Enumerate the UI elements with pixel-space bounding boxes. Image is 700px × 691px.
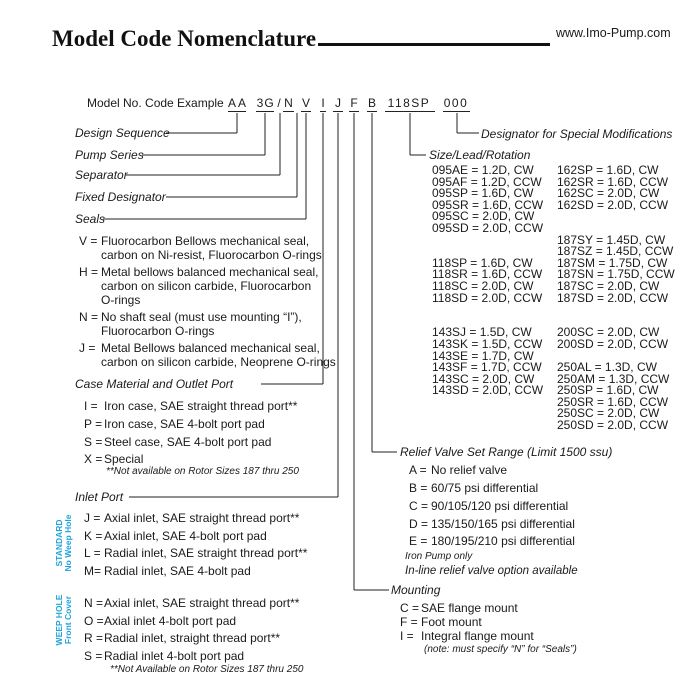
size-entry: 143SJ = 1.5D, CW — [432, 325, 532, 340]
size-entry: 095AE = 1.2D, CW — [432, 163, 534, 177]
seal-desc-line: carbon on Ni-resist, Fluorocarbon O-rings — [101, 248, 322, 262]
mounting-code: C = — [400, 601, 420, 615]
size-entry: 162SP = 1.6D, CW — [557, 163, 659, 177]
inlet-code: J = — [84, 511, 101, 525]
size-entry: 250SD = 2.0D, CCW — [557, 418, 669, 433]
seal-desc-line: carbon on silicon carbide, Neoprene O-rings — [101, 355, 336, 369]
mounting-code: I = — [400, 629, 414, 643]
standard-tab-subtitle: No Weep Hole — [63, 514, 73, 572]
case-code: X = — [84, 452, 103, 466]
inlet-desc: Axial inlet, SAE straight thread port** — [104, 511, 300, 525]
weep-hole-tab-label — [55, 590, 73, 650]
design-sequence-label: Design Sequence — [75, 126, 170, 140]
size-entry: 187SN = 1.75D, CCW — [557, 267, 675, 282]
mounting-label: Mounting — [391, 583, 441, 597]
relief-desc: No relief valve — [431, 463, 508, 477]
size-entry: 162SR = 1.6D, CCW — [557, 174, 669, 189]
inlet-code: S = — [84, 649, 103, 663]
size-entry: 162SC = 2.0D, CW — [557, 186, 660, 201]
relief-code: E = — [409, 534, 428, 548]
size-entry: 187SZ = 1.45D, CCW — [557, 244, 674, 259]
code-char-v: V — [301, 96, 310, 110]
weep-tab-title: WEEP HOLE — [54, 594, 64, 646]
size-entry: 118SP = 1.6D, CW — [432, 255, 533, 270]
seal-code-j: J = — [79, 341, 96, 355]
code-char-g: G — [264, 96, 274, 110]
inlet-code: L = — [84, 546, 101, 560]
inlet-code: N = — [84, 596, 104, 610]
relief-code: D = — [409, 517, 429, 531]
size-entry: 187SD = 2.0D, CCW — [557, 290, 669, 305]
mounting-code: F = — [400, 615, 418, 629]
seal-desc-line: Metal bellows balanced mechanical seal, — [101, 265, 319, 279]
relief-desc: 90/105/120 psi differential — [431, 499, 569, 513]
case-desc: Iron case, SAE straight thread port** — [104, 399, 298, 413]
seal-desc-line: Fluorocarbon Bellows mechanical seal, — [101, 234, 310, 248]
code-char-i: I — [321, 96, 325, 110]
size-entry: 095SP = 1.6D, CW — [432, 186, 534, 201]
code-char-a1: A — [227, 96, 236, 110]
relief-valve-label: Relief Valve Set Range (Limit 1500 ssu) — [400, 445, 613, 459]
relief-code: C = — [409, 499, 429, 513]
relief-desc: 60/75 psi differential — [431, 481, 539, 495]
size-entry: 162SD = 2.0D, CCW — [557, 197, 669, 212]
case-material-label: Case Material and Outlet Port — [75, 377, 234, 391]
size-entry: 143SF = 1.7D, CCW — [432, 360, 542, 375]
inlet-code: R = — [84, 631, 104, 645]
inlet-desc: Radial inlet, straight thread port** — [104, 631, 281, 645]
size-table-right — [557, 165, 675, 432]
size-entry: 250SC = 2.0D, CW — [557, 406, 660, 421]
mounting-desc: SAE flange mount — [421, 601, 518, 615]
case-code: P = — [84, 417, 103, 431]
separator-label: Separator — [75, 168, 128, 182]
size-entry: 143SC = 2.0D, CW — [432, 371, 535, 386]
standard-tab-title: STANDARD — [54, 519, 64, 567]
case-footnote: **Not available on Rotor Sizes 187 thru 250 — [106, 466, 299, 477]
seals-label: Seals — [75, 212, 106, 226]
mounting-note: (note: must specify “N” for “Seals”) — [424, 644, 577, 655]
size-lead-rotation-label: Size/Lead/Rotation — [429, 148, 531, 162]
pump-series-label: Pump Series — [75, 148, 144, 162]
size-entry: 118SR = 1.6D, CCW — [432, 267, 543, 282]
size-entry: 250SP = 1.6D, CW — [557, 383, 659, 398]
code-example-label: Model No. Code Example — [87, 96, 224, 110]
size-entry: 143SK = 1.5D, CCW — [432, 336, 543, 351]
case-code: I = — [84, 399, 98, 413]
inlet-code: O = — [84, 614, 104, 628]
size-entry: 095SR = 1.6D, CCW — [432, 197, 544, 212]
seal-code-h: H = — [79, 265, 99, 279]
size-entry: 250AM = 1.3D, CCW — [557, 371, 670, 386]
weep-tab-subtitle: Front Cover — [63, 595, 73, 645]
size-entry: 143SE = 1.7D, CW — [432, 348, 534, 363]
relief-code: A = — [409, 463, 427, 477]
website-link[interactable]: www.Imo-Pump.com — [556, 26, 671, 40]
size-entry: 250AL = 1.3D, CW — [557, 360, 657, 375]
special-mods-label: Designator for Special Modifications — [481, 127, 673, 141]
code-char-b: B — [367, 96, 376, 110]
inlet-desc: Radial inlet, SAE 4-bolt pad — [104, 564, 251, 578]
code-char-a2: A — [237, 96, 246, 110]
size-entry: 095SD = 2.0D, CCW — [432, 220, 544, 235]
case-desc: Special — [104, 452, 144, 466]
relief-desc: 180/195/210 psi differential — [431, 534, 575, 548]
case-desc: Steel case, SAE 4-bolt port pad — [104, 435, 272, 449]
seal-desc-line: Metal Bellows balanced mechanical seal, — [101, 341, 320, 355]
relief-code: B = — [409, 481, 428, 495]
inlet-code: M= — [84, 564, 102, 578]
seal-desc-line: O-rings — [101, 293, 141, 307]
seal-desc-line: carbon on silicon carbide, Fluorocarbon — [101, 279, 312, 293]
size-table-left — [432, 165, 543, 397]
code-char-j: J — [335, 96, 341, 110]
mounting-desc: Integral flange mount — [421, 629, 534, 643]
mounting-desc: Foot mount — [421, 615, 482, 629]
seal-desc-line: Fluorocarbon O-rings — [101, 324, 215, 338]
relief-note: In-line relief valve option available — [405, 565, 578, 577]
size-entry: 187SC = 2.0D, CW — [557, 278, 660, 293]
seal-code-v: V = — [79, 234, 98, 248]
size-entry: 095AF = 1.2D, CCW — [432, 174, 542, 189]
inlet-desc: Radial inlet 4-bolt port pad — [104, 649, 245, 663]
size-entry: 250SR = 1.6D, CCW — [557, 394, 669, 409]
standard-tab-label — [55, 512, 73, 574]
inlet-desc: Axial inlet 4-bolt port pad — [104, 614, 237, 628]
case-desc: Iron case, SAE 4-bolt port pad — [104, 417, 265, 431]
seal-desc-line: No shaft seal (must use mounting “I”), — [101, 310, 302, 324]
size-entry: 200SD = 2.0D, CCW — [557, 336, 669, 351]
size-entry: 200SC = 2.0D, CW — [557, 325, 660, 340]
code-char-mod: 000 — [443, 96, 469, 110]
size-entry: 187SY = 1.45D, CW — [557, 232, 666, 247]
size-entry: 095SC = 2.0D, CW — [432, 209, 535, 224]
inlet-code: K = — [84, 529, 103, 543]
code-char-n: N — [284, 96, 293, 110]
relief-desc: 135/150/165 psi differential — [431, 517, 575, 531]
code-char-f: F — [350, 96, 358, 110]
size-entry: 187SM = 1.75D, CW — [557, 255, 668, 270]
case-code: S = — [84, 435, 103, 449]
size-entry: 118SD = 2.0D, CCW — [432, 290, 543, 305]
page-title: Model Code Nomenclature — [52, 26, 317, 51]
inlet-port-label: Inlet Port — [75, 490, 124, 504]
size-entry: 143SD = 2.0D, CCW — [432, 383, 544, 398]
inlet-desc: Axial inlet, SAE 4-bolt port pad — [104, 529, 267, 543]
code-char-slash: / — [277, 96, 281, 110]
inlet-desc: Radial inlet, SAE straight thread port** — [104, 546, 308, 560]
code-char-3: 3 — [256, 96, 264, 110]
inlet-desc: Axial inlet, SAE straight thread port** — [104, 596, 300, 610]
code-char-size: 118SP — [387, 96, 431, 110]
inlet-footnote: **Not Available on Rotor Sizes 187 thru 250 — [110, 664, 304, 675]
relief-note: Iron Pump only — [405, 551, 473, 562]
size-entry: 118SC = 2.0D, CW — [432, 278, 534, 293]
seal-code-n: N = — [79, 310, 99, 324]
fixed-designator-label: Fixed Designator — [75, 190, 166, 204]
